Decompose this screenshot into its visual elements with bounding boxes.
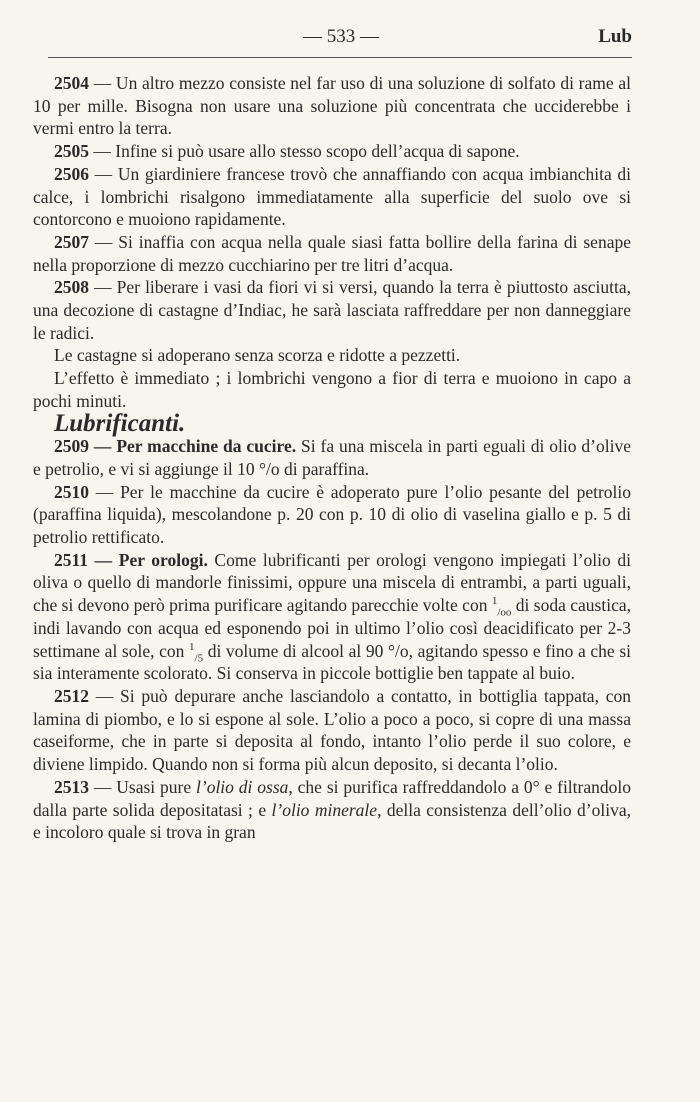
entry-number: 2504	[54, 73, 89, 93]
paragraph-2504	[33, 72, 631, 140]
entry-lead: — Per macchine da cucire.	[89, 436, 297, 457]
fraction-denominator: /oo	[497, 606, 512, 619]
page-body	[33, 72, 631, 844]
running-title: Lub	[598, 26, 632, 47]
paragraph-2508	[33, 276, 631, 344]
italic-term: l’olio di ossa	[196, 776, 289, 797]
header-rule	[48, 57, 632, 58]
paragraph-text: — Infine si può usare allo stesso scopo dell’acqua di sapone.	[89, 141, 520, 162]
entry-lead: — Per orologi.	[88, 549, 208, 570]
paragraph-text: — Per liberare i vasi da fiori vi si versi, quando la terra è piuttosto asciutta, una decozione di castagne d’Indiac, he sarà lasciata raffreddare per non danneggiare le radici.	[33, 277, 631, 343]
paragraph-text: , che si purifica raffreddandolo a 0° e filtrandolo dalla parte solida depositatasi ; e	[33, 776, 631, 820]
paragraph-text: — Per le macchine da cucire è adoperato pure l’olio pesante del petrolio (paraffina liquida), mescolandone p. 20 con p. 10 di olio di vaselina giallo e p. 5 di petrolio rettificato.	[33, 481, 631, 548]
paragraph-2506	[33, 163, 631, 231]
fraction-numerator: 1	[189, 640, 195, 653]
paragraph-text: — Un giardiniere francese trovò che annaffiando con acqua imbianchita di calce, i lombrichi risalgono immediatamente alla superficie del suolo ove si contorcono e muoiono rapidamente.	[33, 163, 631, 230]
paragraph-text: L’effetto è immediato ; i lombrichi vengono a fior di terra e muoiono in capo a pochi minuti.	[33, 368, 631, 411]
paragraph-2507	[33, 231, 631, 276]
paragraph-text: Si fa una miscela in parti eguali di olio d’olive e petrolio, e vi si aggiunge il 10 °/o di paraffina.	[33, 436, 631, 479]
paragraph-text: — Si inaffia con acqua nella quale siasi fatta bollire della farina di senape nella proporzione di mezzo cucchiarino per tre litri d’acqua.	[33, 231, 631, 275]
entry-number: 2510	[54, 481, 89, 502]
paragraph-2509	[33, 435, 631, 480]
paragraph-text: — Usasi pure	[89, 776, 196, 797]
paragraph-castagne	[33, 344, 631, 367]
italic-term: l’olio minerale	[271, 799, 378, 820]
entry-number: 2509	[54, 436, 89, 457]
paragraph-2511	[33, 549, 631, 685]
entry-number: 2505	[54, 141, 89, 162]
paragraph-2510	[33, 481, 631, 549]
paragraph-text: — Un altro mezzo consiste nel far uso di una soluzione di solfato di rame al 10 per mille. Bisogna non usare una soluzione più concentrata che ucciderebbe i vermi entro la terra.	[33, 73, 631, 139]
page-header	[50, 22, 632, 54]
section-title: Lubrificanti.	[54, 409, 186, 437]
page-number: — 533 —	[303, 26, 379, 47]
entry-number: 2507	[54, 231, 89, 252]
paragraph-2505	[33, 140, 631, 163]
paragraph-text: di volume di alcool al 90 °/o, agitando spesso e fino a che si sia interamente scolorato. Si conserva in piccole bottiglie ben tappate al buio.	[33, 640, 631, 684]
paragraph-2512	[33, 685, 631, 776]
paragraph-text: Come lubrificanti per orologi vengono impiegati l’olio di oliva o quello di mandorle finissimi, oppure una miscela di entrambi, a parti uguali, che si devono però prima purificare agitando parecchie volte con	[33, 549, 631, 616]
entry-number: 2512	[54, 685, 89, 706]
entry-number: 2506	[54, 163, 89, 184]
entry-number: 2511	[54, 549, 89, 570]
fraction-numerator: 1	[491, 595, 498, 608]
fraction-denominator: /5	[194, 652, 204, 665]
paragraph-text: di soda caustica, indi lavando con acqua ed esponendo poi in ultimo l’olio così deacidificato per 2-3 settimane al sole, con	[33, 595, 631, 661]
paragraph-2513	[33, 776, 631, 844]
entry-number: 2513	[54, 776, 89, 797]
paragraph-text: Le castagne si adoperano senza scorza e ridotte a pezzetti.	[54, 345, 461, 366]
paragraph-text: , della consistenza dell’olio d’oliva, e incoloro quale si trova in gran	[33, 799, 631, 843]
paragraph-effetto	[33, 367, 631, 412]
entry-number: 2508	[54, 277, 89, 298]
paragraph-text: — Si può depurare anche lasciandolo a contatto, in bottiglia tappata, con lamina di piombo, e lo si espone al sole. L’olio a poco a poco, si copre di una massa caseiforme, che in parte si deposita al fondo, intanto l’olio perde il suo colore, e diviene limpido. Quando non si forma più alcun deposito, si decanta l’olio.	[33, 685, 631, 775]
